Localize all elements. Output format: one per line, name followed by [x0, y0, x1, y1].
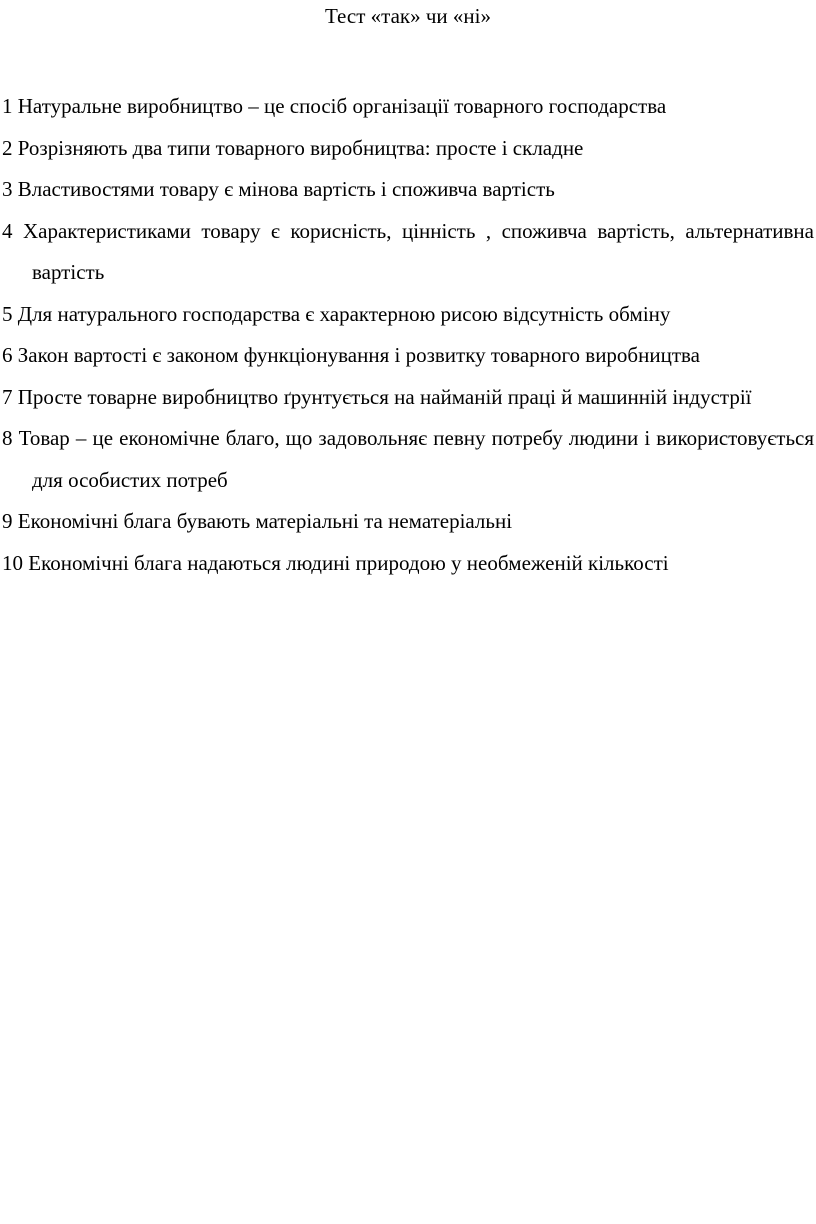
- statement-item-3: 3 Властивостями товару є мінова вартість і споживча вартість: [2, 177, 555, 201]
- statement-item-6: 6 Закон вартості є законом функціонування і розвитку товарного виробництва: [2, 343, 700, 367]
- statement-item-10: 10 Економічні блага надаються людині природою у необмеженій кількості: [2, 550, 669, 575]
- statement-item-7: 7 Просте товарне виробництво ґрунтується на найманій праці й машинній індустрії: [2, 384, 752, 409]
- statement-item-9: 9 Економічні блага бувають матеріальні та нематеріальні: [2, 509, 513, 533]
- statement-item-8: 8 Товар – це економічне благо, що задовольняє певну потребу людини і використовується для особистих потреб: [2, 426, 814, 492]
- page-title: Тест «так» чи «ні»: [325, 4, 491, 28]
- statement-item-5: 5 Для натурального господарства є характерною рисою відсутність обміну: [2, 301, 671, 326]
- statement-list: [2, 86, 814, 584]
- statement-item-2: 2 Розрізняють два типи товарного виробництва: просте і складне: [2, 135, 584, 160]
- statement-item-1: 1 Натуральне виробництво – це спосіб організації товарного господарства: [2, 94, 667, 118]
- statement-item-4: 4 Характеристиками товару є корисність, цінність , споживча вартість, альтернативна вартість: [2, 218, 814, 284]
